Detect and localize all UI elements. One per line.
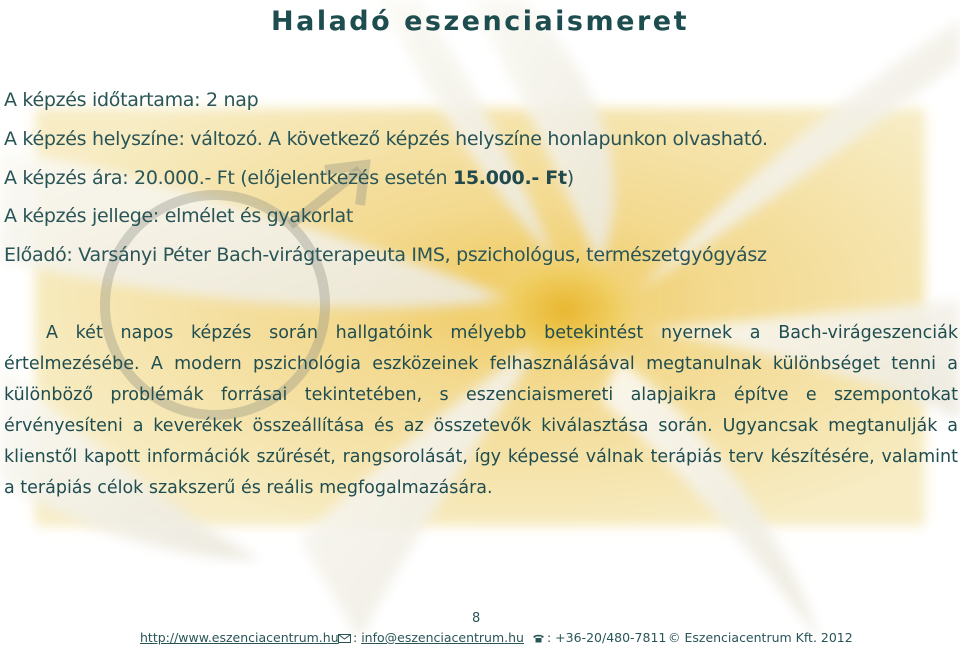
phone-icon bbox=[532, 634, 545, 643]
footer-website[interactable] bbox=[140, 630, 339, 645]
presenter-line: Előadó: Varsányi Péter Bach-virágterapeuta IMS, pszichológus, természetgyógyász bbox=[4, 244, 767, 266]
price-discount: 15.000.- Ft bbox=[452, 167, 567, 189]
course-description bbox=[4, 318, 958, 504]
footer-copyright: © Eszenciacentrum Kft. 2012 bbox=[668, 630, 853, 645]
footer-phone bbox=[532, 630, 666, 645]
envelope-icon bbox=[338, 634, 351, 643]
website-link[interactable]: http://www.eszenciacentrum.hu bbox=[140, 630, 339, 645]
email-link[interactable]: info@eszenciacentrum.hu bbox=[361, 630, 524, 645]
course-description-text: A két napos képzés során hallgatóink mélyebb betekintést nyernek a Bach-virágeszenciák értelmezésébe. A modern pszichológia eszközeinek felhasználásával megtanulnak különbséget tenni a különböző problémák forrásai tekintetében, s eszenciaismereti alapjaikra építve e szempontokat érvényesíteni a keverékek összeállítása és az összetevők kiválasztása során. Ugyancsak megtanulják a klienstől kapott információk szűrését, rangsorolását, így képessé válnak terápiás terv készítésére, valamint a terápiás célok szakszerű és reális megfogalmazására. bbox=[4, 323, 958, 498]
price-prefix: A képzés ára: 20.000.- Ft (előjelentkezés esetén bbox=[4, 167, 448, 189]
price-line bbox=[4, 167, 574, 189]
email-prefix: : bbox=[353, 630, 362, 645]
footer-email bbox=[338, 630, 524, 645]
nature-line: A képzés jellege: elmélet és gyakorlat bbox=[4, 205, 354, 227]
page-number: 8 bbox=[472, 611, 481, 626]
phone-number: : +36-20/480-7811 bbox=[547, 630, 667, 645]
duration-line: A képzés időtartama: 2 nap bbox=[4, 89, 259, 111]
page-title: Haladó eszenciaismeret bbox=[271, 6, 689, 37]
price-suffix: ) bbox=[566, 167, 574, 189]
location-line: A képzés helyszíne: változó. A következő képzés helyszíne honlapunkon olvasható. bbox=[4, 128, 768, 150]
